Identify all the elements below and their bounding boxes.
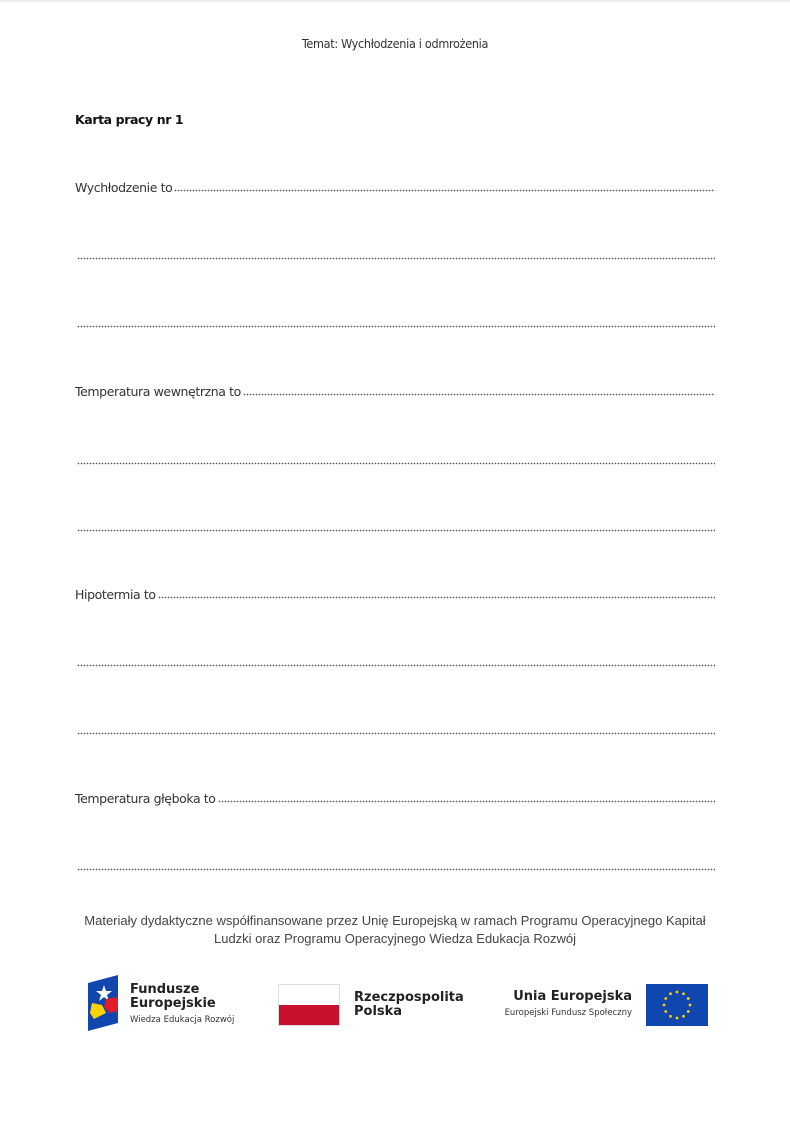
worksheet-number: Karta pracy nr 1 [75,112,184,127]
rp-line1: Rzeczpospolita [354,990,464,1005]
eu-flag-icon [646,984,708,1026]
line-label: Temperatura wewnętrzna to [75,384,241,399]
dotted-fill-line[interactable] [218,800,715,803]
answer-line [75,586,715,602]
fundusze-europejskie-logo [88,975,248,1035]
dotted-fill-line[interactable] [77,732,715,735]
answer-line [75,179,715,195]
answer-line [75,452,715,468]
page-top-border [0,0,790,2]
fe-sub: Wiedza Edukacja Rozwój [130,1015,235,1025]
answer-line [75,383,715,399]
worksheet-topic: Temat: Wychłodzenia i odmrożenia [301,36,489,51]
ue-title: Unia Europejska [513,989,632,1004]
line-label: Hipotermia to [75,587,156,602]
dotted-fill-line[interactable] [174,189,715,192]
rp-line2: Polska [354,1004,403,1019]
answer-line [75,315,715,331]
dotted-fill-line[interactable] [77,529,715,532]
funding-note: Materiały dydaktyczne współfinansowane przez Unię Europejską w ramach Programu Operacyjnego Kapitał Ludzki oraz Programu Operacyjnego Wiedza Edukacja Rozwój [84,913,706,946]
dotted-fill-line[interactable] [77,462,715,465]
dotted-fill-line[interactable] [77,868,715,871]
answer-line [75,247,715,263]
ue-sub: Europejski Fundusz Społeczny [504,1008,632,1018]
answer-line [75,722,715,738]
line-label: Wychłodzenie to [75,180,173,195]
polish-flag-icon [278,984,340,1026]
dotted-fill-line[interactable] [77,325,715,328]
rzeczpospolita-polska-logo [278,984,468,1029]
fe-line2: Europejskie [130,996,216,1011]
line-label: Temperatura głęboka to [75,791,216,806]
dotted-fill-line[interactable] [77,664,715,667]
fe-star-icon [88,975,122,1031]
answer-line [75,519,715,535]
dotted-fill-line[interactable] [77,257,715,260]
answer-line [75,790,715,806]
fe-line1: Fundusze [130,982,200,997]
unia-europejska-logo [498,984,708,1029]
answer-line [75,654,715,670]
answer-line [75,858,715,874]
dotted-fill-line[interactable] [243,393,715,396]
dotted-fill-line[interactable] [158,596,715,599]
